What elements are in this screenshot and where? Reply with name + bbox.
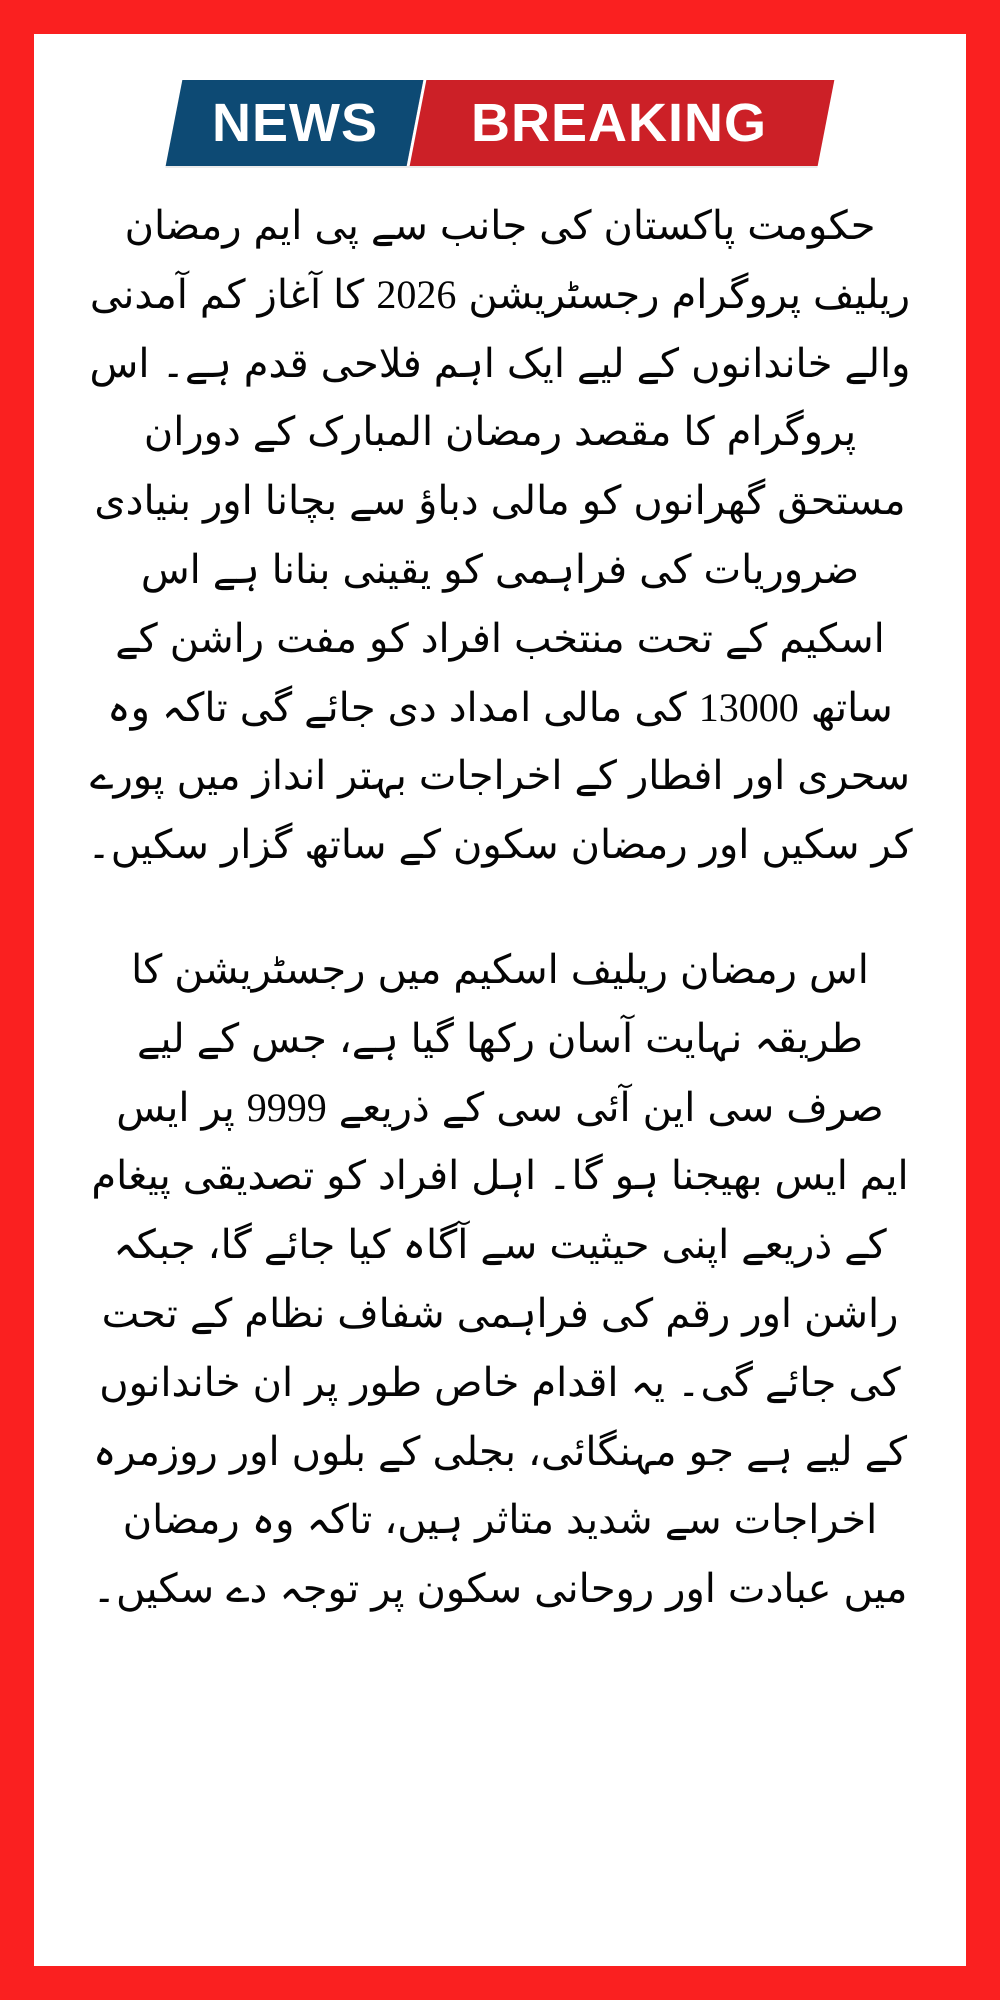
banner-bar xyxy=(166,80,835,166)
article-paragraph-1: حکومت پاکستان کی جانب سے پی ایم رمضان ریلیف پروگرام رجسٹریشن 2026 کا آغاز کم آمدنی والے خاندانوں کے لیے ایک اہم فلاحی قدم ہے۔ اس پروگرام کا مقصد رمضان المبارک کے دوران مستحق گھرانوں کو مالی دباؤ سے بچانا اور بنیادی ضروریات کی فراہمی کو یقینی بنانا ہے اس اسکیم کے تحت منتخب افراد کو مفت راشن کے ساتھ 13000 کی مالی امداد دی جائے گی تاکہ وہ سحری اور افطار کے اخراجات بہتر انداز میں پورے کر سکیں اور رمضان سکون کے ساتھ گزار سکیں۔ xyxy=(87,203,913,868)
article-card xyxy=(34,34,966,1966)
banner-breaking-label: BREAKING xyxy=(471,93,768,153)
article-body xyxy=(68,192,932,1624)
breaking-news-banner xyxy=(68,80,932,166)
article-paragraph-2: اس رمضان ریلیف اسکیم میں رجسٹریشن کا طریقہ نہایت آسان رکھا گیا ہے، جس کے لیے صرف سی این آئی سی کے ذریعے 9999 پر ایس ایم ایس بھیجنا ہو گا۔ اہل افراد کو تصدیقی پیغام کے ذریعے اپنی حیثیت سے آگاہ کیا جائے گا، جبکہ راشن اور رقم کی فراہمی شفاف نظام کے تحت کی جائے گی۔ یہ اقدام خاص طور پر ان خاندانوں کے لیے ہے جو مہنگائی، بجلی کے بلوں اور روزمرہ اخراجات سے شدید متاثر ہیں، تاکہ وہ رمضان میں عبادت اور روحانی سکون پر توجہ دے سکیں۔ xyxy=(91,946,909,1612)
banner-news-label: NEWS xyxy=(211,93,378,153)
banner-news-segment xyxy=(166,80,424,166)
banner-breaking-segment xyxy=(407,80,834,166)
